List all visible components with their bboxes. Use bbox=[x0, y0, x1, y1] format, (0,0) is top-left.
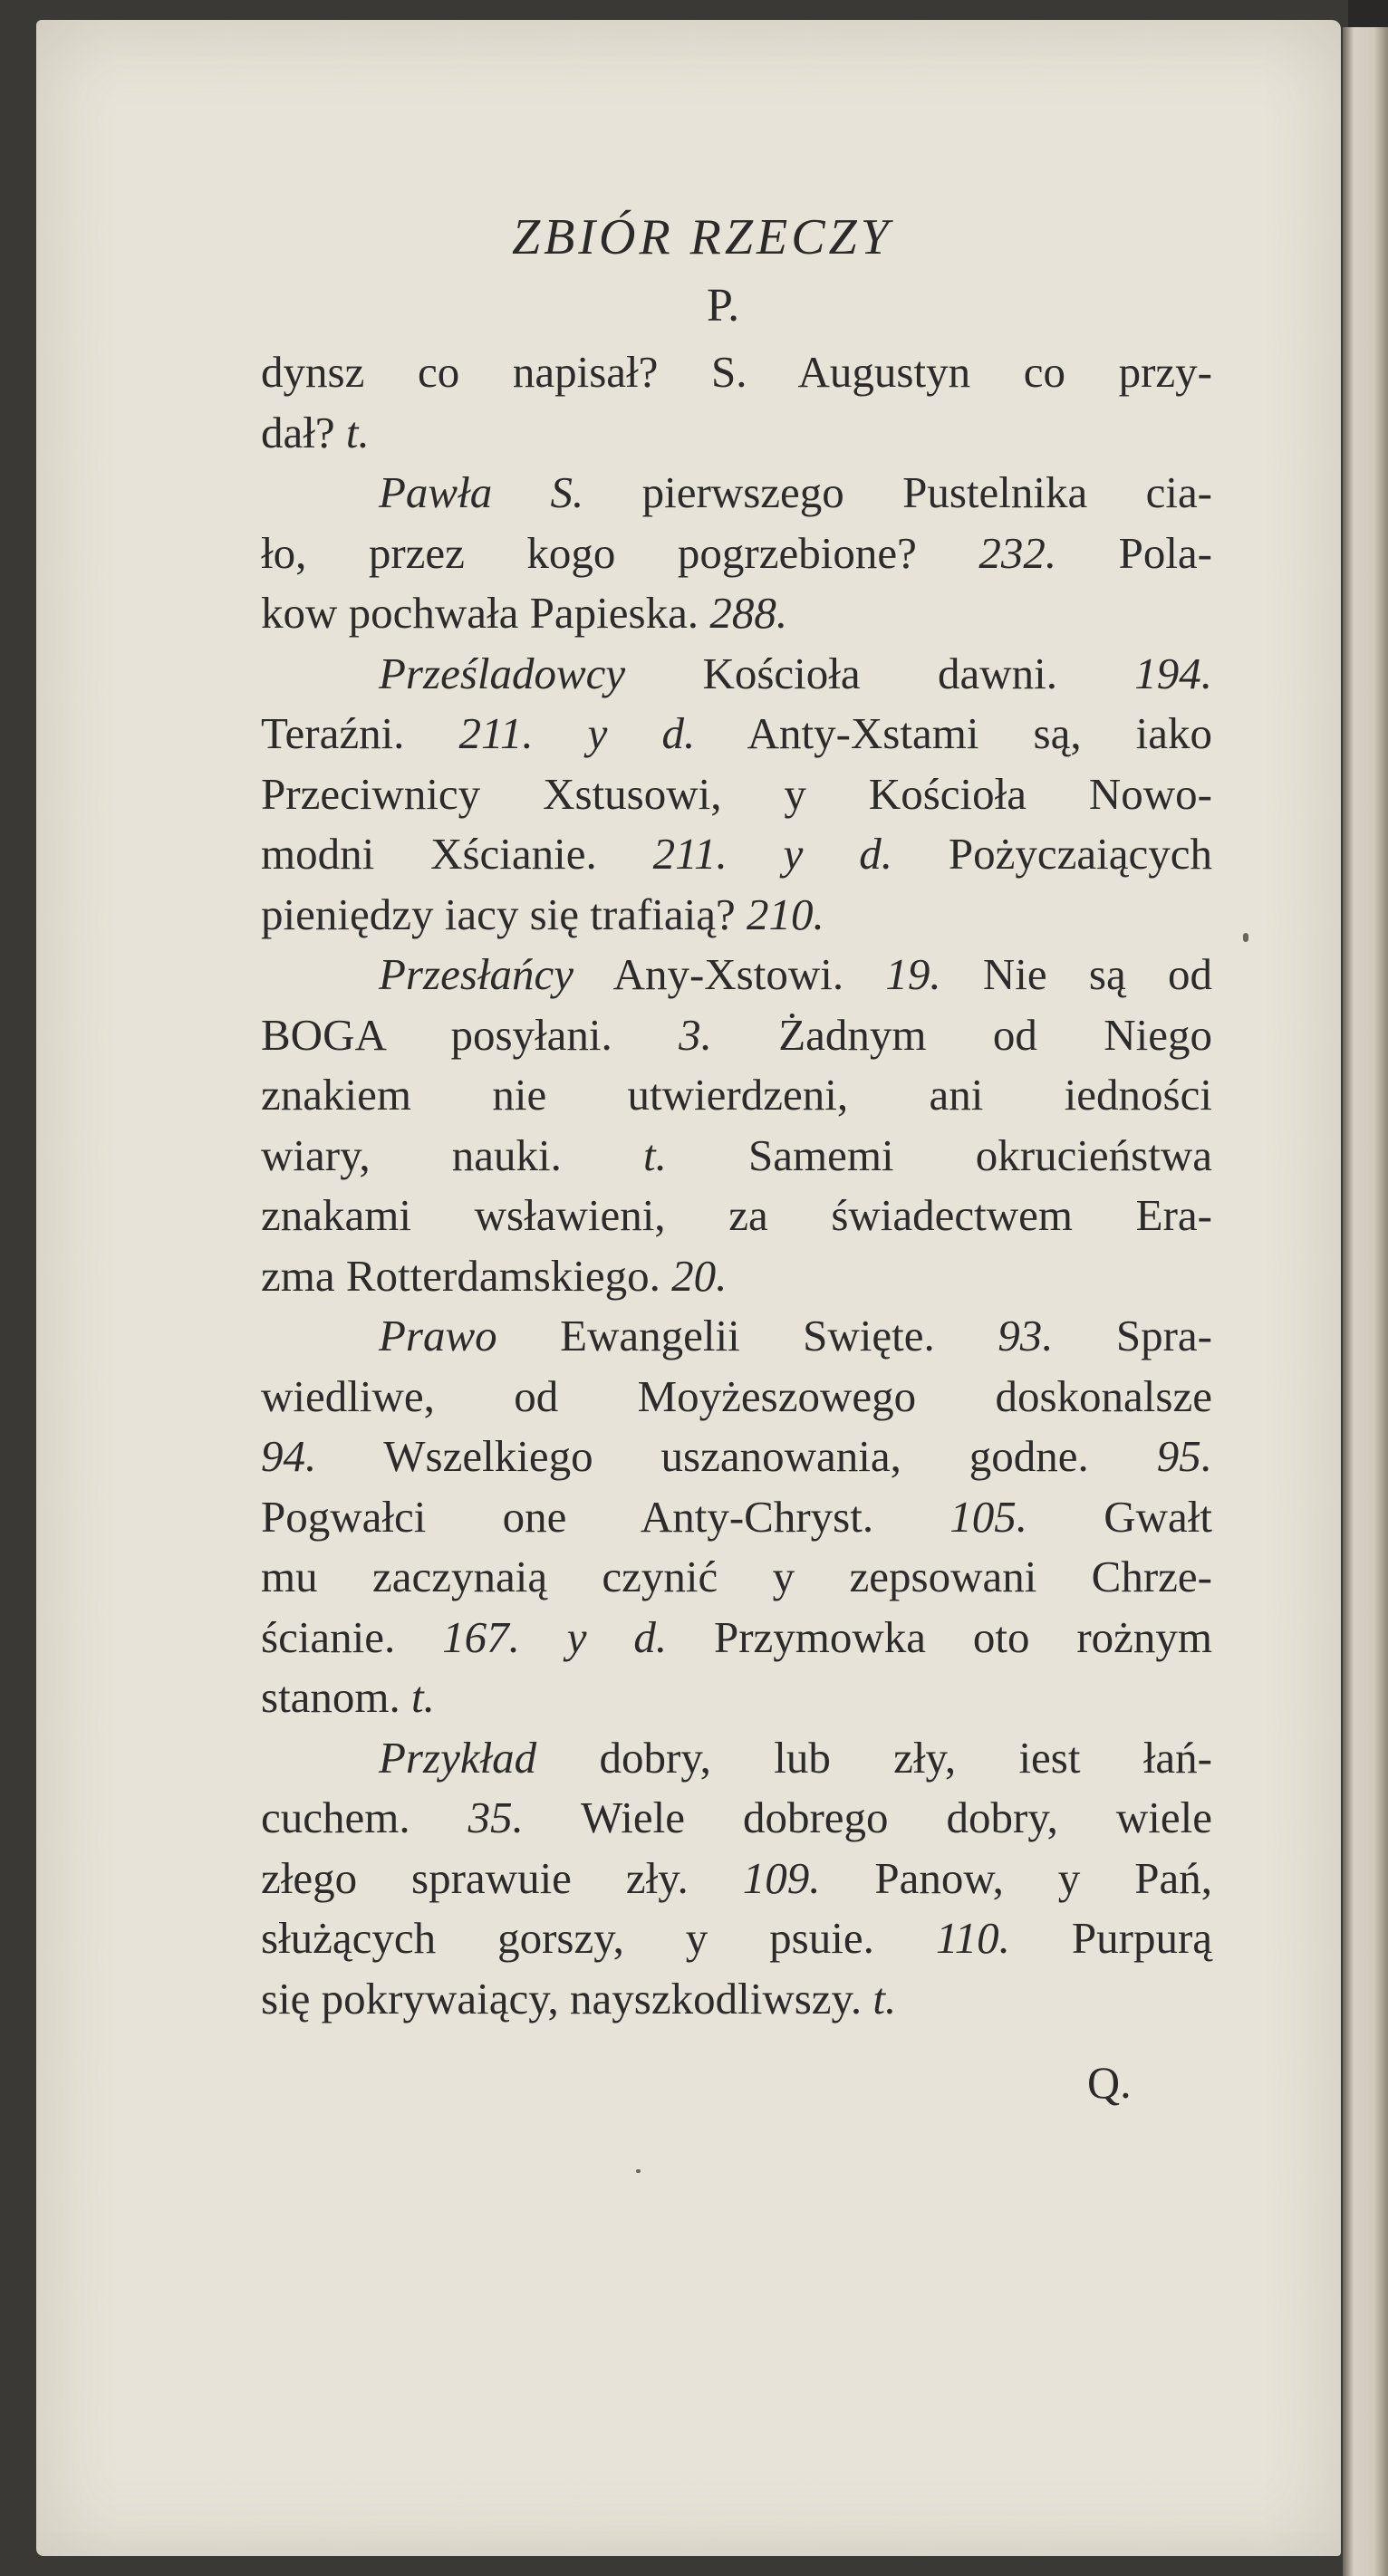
text-segment: pierwszego Pustelnika cia- bbox=[583, 467, 1213, 517]
text-segment: Anty-Xstami są, iako bbox=[695, 708, 1212, 758]
text-segment: BOGA posyłani. bbox=[261, 1009, 680, 1060]
text-segment: Pogwałci one Anty-Chryst. bbox=[261, 1491, 950, 1542]
italic-segment: Przykład bbox=[379, 1732, 537, 1783]
text-line bbox=[261, 764, 1212, 825]
text-line bbox=[261, 1186, 1212, 1246]
text-line bbox=[261, 704, 1212, 764]
text-segment: ścianie. bbox=[261, 1611, 443, 1662]
text-line bbox=[261, 644, 1212, 705]
text-segment: stanom. bbox=[261, 1672, 412, 1722]
text-segment: modni Xścianie. bbox=[261, 829, 653, 879]
italic-segment: 194. bbox=[1134, 648, 1212, 698]
text-line bbox=[261, 1608, 1212, 1668]
text-line bbox=[261, 1969, 1212, 2030]
text-segment: cuchem. bbox=[261, 1793, 468, 1842]
section-letter: P. bbox=[707, 280, 740, 332]
catchword: Q. bbox=[1087, 2057, 1132, 2108]
text-line bbox=[261, 885, 1212, 946]
text-segment: Pola- bbox=[1056, 527, 1212, 578]
italic-segment: 211. y d. bbox=[458, 708, 696, 758]
text-segment: Wszelkiego uszanowania, godne. bbox=[316, 1431, 1157, 1481]
text-line bbox=[261, 463, 1212, 524]
text-line bbox=[261, 342, 1212, 403]
text-line bbox=[261, 583, 1212, 644]
text-segment: służących gorszy, y psuie. bbox=[261, 1913, 936, 1963]
text-segment: Purpurą bbox=[1009, 1913, 1213, 1963]
text-segment: wiary, nauki. bbox=[261, 1129, 644, 1180]
text-line bbox=[261, 1367, 1212, 1427]
italic-segment: t. bbox=[643, 1129, 667, 1180]
text-line bbox=[261, 403, 1212, 464]
text-segment: Pożyczaiących bbox=[892, 829, 1212, 879]
text-line bbox=[261, 1005, 1212, 1066]
text-segment: dobry, lub zły, iest łań- bbox=[536, 1732, 1212, 1783]
text-segment: zma Rotterdamskiego. bbox=[261, 1250, 672, 1301]
text-line bbox=[261, 1487, 1212, 1548]
italic-segment: Prawo bbox=[379, 1311, 497, 1360]
text-line bbox=[261, 1668, 1212, 1728]
text-segment: Gwałt bbox=[1027, 1491, 1212, 1542]
italic-segment: 35. bbox=[467, 1793, 524, 1842]
italic-segment: Prześladowcy bbox=[379, 648, 626, 698]
text-line bbox=[261, 1065, 1212, 1126]
text-segment: znakami wsławieni, za świadectwem Era- bbox=[261, 1190, 1212, 1240]
text-segment: się pokrywaiący, nayszkodliwszy. bbox=[261, 1973, 873, 2023]
italic-segment: 3. bbox=[679, 1009, 712, 1060]
text-segment: Panow, y Pań, bbox=[820, 1852, 1212, 1903]
italic-segment: 20. bbox=[671, 1250, 728, 1301]
italic-segment: t. bbox=[411, 1672, 435, 1722]
italic-segment: 167. y d. bbox=[442, 1611, 668, 1662]
text-segment: Kościoła dawni. bbox=[625, 648, 1135, 698]
text-segment: Nie są od bbox=[940, 949, 1212, 999]
text-segment: dynsz co napisał? S. Augustyn co przy- bbox=[261, 347, 1212, 397]
text-segment: Żadnym od Niego bbox=[711, 1009, 1212, 1060]
text-segment: ło, przez kogo pogrzebione? bbox=[261, 527, 979, 578]
italic-segment: 93. bbox=[998, 1311, 1054, 1360]
text-segment: Przeciwnicy Xstusowi, y Kościoła Nowo- bbox=[261, 768, 1212, 819]
italic-segment: 210. bbox=[747, 889, 824, 939]
italic-segment: 109. bbox=[742, 1852, 821, 1903]
next-page-edge bbox=[1343, 27, 1388, 2576]
italic-segment: t. bbox=[345, 407, 370, 457]
text-segment: Spra- bbox=[1053, 1311, 1212, 1360]
text-line bbox=[261, 1126, 1212, 1187]
text-line bbox=[261, 945, 1212, 1005]
text-line bbox=[261, 1849, 1212, 1909]
italic-segment: 19. bbox=[885, 949, 941, 999]
text-segment: Any-Xstowi. bbox=[574, 949, 886, 999]
text-segment: złego sprawuie zły. bbox=[261, 1852, 743, 1903]
index-text-block bbox=[261, 342, 1212, 2029]
text-line bbox=[261, 524, 1212, 584]
text-segment: Samemi okrucieństwa bbox=[666, 1129, 1212, 1180]
text-line bbox=[261, 1427, 1212, 1487]
text-segment: znakiem nie utwierdzeni, ani iedności bbox=[261, 1070, 1212, 1120]
text-segment: wiedliwe, od Moyżeszowego doskonalsze bbox=[261, 1370, 1212, 1421]
ink-speck bbox=[1243, 933, 1248, 942]
italic-segment: 94. bbox=[261, 1431, 317, 1481]
italic-segment: 95. bbox=[1156, 1431, 1212, 1481]
text-segment: dał? bbox=[261, 407, 346, 457]
italic-segment: Pawła S. bbox=[379, 467, 584, 517]
text-segment: pieniędzy iacy się trafiaią? bbox=[261, 889, 747, 939]
text-line bbox=[261, 824, 1212, 885]
text-line bbox=[261, 1728, 1212, 1789]
text-segment: Teraźni. bbox=[261, 708, 459, 758]
italic-segment: 232. bbox=[978, 527, 1057, 578]
text-line bbox=[261, 1306, 1212, 1367]
text-line bbox=[261, 1788, 1212, 1849]
italic-segment: 211. y d. bbox=[652, 829, 893, 879]
italic-segment: 110. bbox=[935, 1913, 1010, 1963]
text-line bbox=[261, 1908, 1212, 1969]
text-line bbox=[261, 1246, 1212, 1307]
text-segment: Wiele dobrego dobry, wiele bbox=[523, 1793, 1212, 1842]
text-segment: Ewangelii Swięte. bbox=[496, 1311, 998, 1360]
italic-segment: Przesłańcy bbox=[379, 949, 574, 999]
italic-segment: 288. bbox=[709, 588, 788, 638]
text-segment: mu zaczynaią czynić y zepsowani Chrze- bbox=[261, 1552, 1212, 1601]
ink-speck bbox=[636, 2169, 641, 2173]
text-segment: Przymowka oto rożnym bbox=[667, 1611, 1213, 1662]
text-line bbox=[261, 1547, 1212, 1608]
text-segment: kow pochwała Papieska. bbox=[261, 588, 710, 638]
background-gap bbox=[1348, 0, 1388, 27]
italic-segment: t. bbox=[872, 1973, 897, 2023]
running-title: ZBIÓR RZECZY bbox=[512, 209, 892, 265]
italic-segment: 105. bbox=[949, 1491, 1028, 1542]
